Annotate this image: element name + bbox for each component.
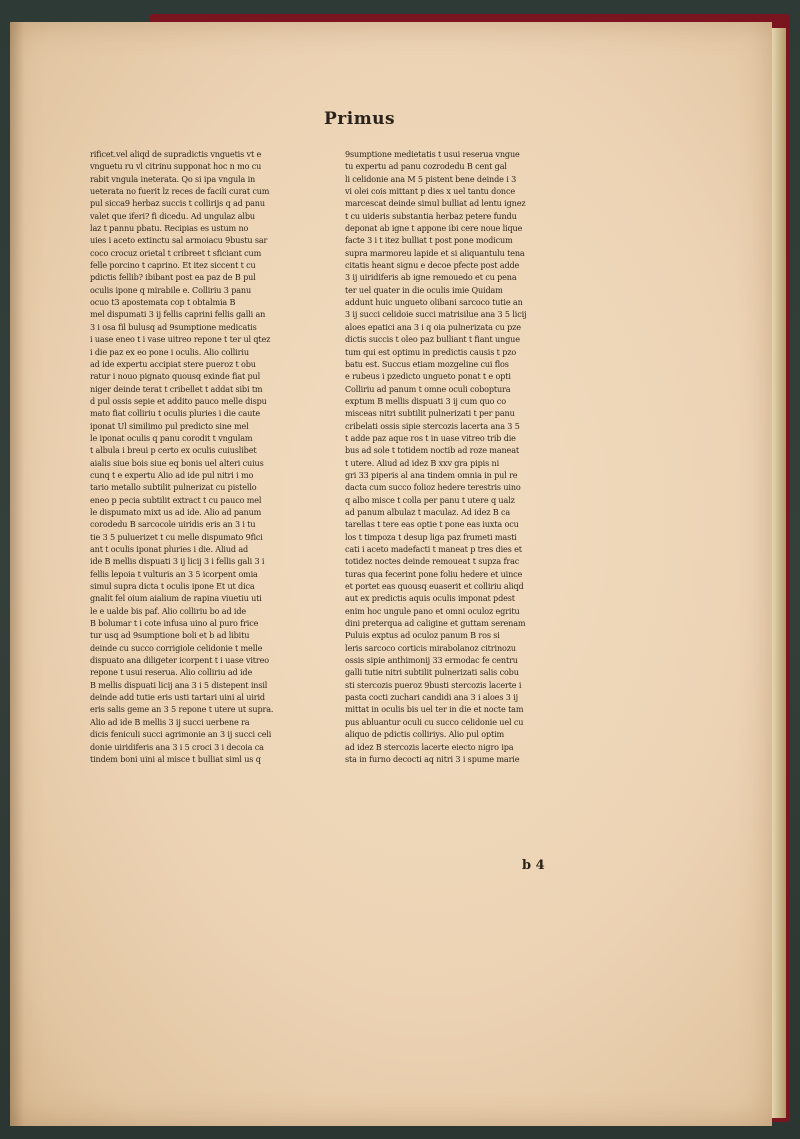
text-line: pdictis fellib? ibibant post ea paz de B pul [90, 272, 256, 283]
text-line: oculis ipone q mirabile e. Colliriu 3 panu [90, 284, 252, 295]
text-line: galli tutie nitri subtilit pulnerizati salis cobu [345, 667, 519, 678]
text-line: aliquo de pdictis colliriys. Alio pul optim [345, 729, 505, 740]
text-line: B mellis dispuati licij ana 3 i 5 distepent insil [90, 679, 268, 690]
text-line: pul sicca9 herbaz succis t collirijs q ad panu [90, 198, 265, 209]
text-line: mel dispumati 3 ij fellis caprini fellis galli an [90, 309, 266, 320]
text-line: li celidonie ana M 5 pistent bene deinde i 3 [345, 173, 517, 184]
left-text-column [90, 148, 318, 765]
text-line: pasta cocti zuchari candidi ana 3 i aloes 3 ij [345, 692, 518, 703]
text-line: ant t oculis iponat pluries i die. Aliud ad [90, 544, 249, 554]
text-line: tindem boni uini al misce t bulliat siml us q [90, 753, 261, 764]
text-line: t albula i breui p certo ex oculis cuiuslibet [90, 445, 257, 456]
text-line: ad panum albulaz t maculaz. Ad idez B ca [345, 506, 511, 517]
text-line: uies i aceto extinctu sal armoiacu 9bustu sar [90, 235, 268, 246]
text-line: le dispumato mixt us ad ide. Alio ad panum [90, 506, 262, 517]
text-line: eneo p pecia subtilit extract t cu pauco mel [90, 494, 262, 505]
text-line: ter uel quater in die oculis imie Quidam [345, 284, 503, 295]
gutter-shadow [10, 22, 24, 1126]
text-line: citatis heant signu e decoe pfecte post adde [345, 260, 520, 271]
text-line: 3 ij succi celidoie succi matrisilue ana 3 5 licij [345, 309, 527, 320]
text-line: tie 3 5 puluerizet t cu melle dispumato 9fici [90, 531, 263, 542]
text-line: Puluis exptus ad oculoz panum B ros si [345, 630, 500, 641]
text-line: addunt huic ungueto olibani sarcoco tutie an [345, 297, 523, 308]
text-line: i uase eneo t i vase uitreo repone t ter ul qtez [90, 334, 271, 345]
text-line: misceas nitri subtilit pulnerizati t per panu [345, 408, 515, 419]
text-line: cati i aceto madefacti t maneat p tres dies et [345, 544, 522, 554]
text-line: i die paz ex eo pone i oculis. Alio colliriu [90, 346, 249, 357]
text-line: aloes epatici ana 3 i q oia pulnerizata cu pze [345, 321, 521, 332]
text-line: enim hoc ungule pano et omni oculoz egritu [345, 605, 520, 616]
text-line: totidez noctes deinde remoueat t supza frac [345, 556, 520, 567]
text-line: donie uiridiferis ana 3 i 5 croci 3 i decoia ca [90, 741, 264, 752]
text-line: gri 33 piperis al ana tindem omnia in pul re [345, 469, 518, 480]
text-line: exptum B mellis dispuati 3 ij cum quo co [345, 395, 506, 406]
text-line: le e ualde bis paf. Alio colliriu bo ad ide [90, 605, 247, 616]
text-line: cunq t e expertu Alio ad ide pul nitri i mo [90, 469, 254, 480]
text-line: ratur i nouo pignato quousq exinde fiat pul [90, 371, 261, 382]
text-line: et portet eas quousq euaserit et colliriu aliqd [345, 581, 524, 592]
text-line: vi olei cois mittant p dies x uel tantu donce [345, 186, 516, 197]
running-head: Primus [324, 109, 396, 129]
text-line: B bolumar t i cote infusa uino al puro frice [90, 618, 259, 629]
text-line: ad idez B stercozis lacerte eiecto nigro ipa [345, 741, 514, 752]
text-line: dini preterqua ad caligine et guttam serenam [345, 618, 526, 629]
text-line: dacta cum succo folioz hedere terestris uino [345, 482, 521, 493]
text-line: rificet.vel aliqd de supradictis vnguetis vt e [90, 149, 262, 159]
text-line: batu est. Succus etiam mozgeline cui flos [345, 358, 509, 369]
text-line: rabit vngula ineterata. Qo si ipa vngula in [90, 173, 256, 184]
text-line: ossis sipie anthimonij 33 ermodac fe centru [345, 655, 518, 666]
text-line: tarellas t tere eas optie t pone eas iuxta ocu [345, 519, 519, 530]
text-line: niger deinde terat t cribellet t addat sibi tm [90, 383, 263, 394]
text-line: repone t usui reserua. Alio colliriu ad ide [90, 667, 253, 678]
text-line: mittat in oculis bis uel ter in die et nocte tam [345, 704, 524, 715]
text-line: aut ex predictis aquis oculis imponat pdest [345, 593, 515, 604]
text-line: deponat ab igne t appone ibi cere noue lique [345, 223, 523, 234]
text-line: le iponat oculis q panu corodit t vngulam [90, 432, 253, 443]
text-line: 3 ij uiridiferis ab igne remouedo et cu pena [345, 272, 517, 283]
signature-mark: b 4 [522, 858, 545, 873]
text-line: turas qua fecerint pone foliu hedere et uince [345, 568, 523, 579]
text-line: ueterata no fuerit lz reces de facili curat cum [90, 186, 270, 197]
text-line: ad ide expertu accipiat stere pueroz t obu [90, 358, 256, 369]
text-line: sti stercozis pueroz 9busti stercozis lacerte i [345, 679, 522, 690]
text-line: deinde cu succo corrigiole celidonie t melle [90, 642, 263, 653]
text-line: coco crocuz orietal t cribreet t sficiant cum [90, 247, 262, 258]
text-line: ocuo t3 apostemata cop t obtalmia B [90, 297, 236, 308]
text-line: iponat Ul similimo pul predicto sine mel [90, 420, 249, 431]
text-line: t utere. Aliud ad idez B xxv gra pipis ni [345, 457, 500, 468]
text-line: eris salis geme an 3 5 repone t utere ut supra. [90, 704, 274, 715]
text-line: leris sarcoco corticis mirabolanoz citrinozu [345, 642, 516, 653]
text-line: tur usq ad 9sumptione boli et b ad libitu [90, 630, 250, 641]
text-line: pus abluantur oculi cu succo celidonie uel cu [345, 716, 524, 727]
text-line: los t timpoza t desup liga paz frumeti masti [345, 531, 517, 542]
text-line: 3 i osa fil bulusq ad 9sumptione medicatis [90, 321, 257, 332]
text-line: marcescat deinde simul bulliat ad lentu ignez [345, 198, 526, 209]
text-line: cribelati ossis sipie stercozis lacerta ana 3 5 [345, 420, 520, 431]
right-text-column [345, 148, 585, 765]
text-line: dispuato ana diligeter icorpent t i uase vitreo [90, 655, 269, 666]
text-line: d pul ossis sepie et addito pauco melle dispu [90, 395, 267, 406]
text-line: q albo misce t colla per panu t utere q ualz [345, 494, 515, 505]
text-line: laz t pannu pbatu. Recipias es ustum no [90, 223, 249, 234]
text-line: deinde add tutie eris usti tartari uini al uirid [90, 692, 265, 703]
text-line: tario metallo subtilit pulnerizat cu pistello [90, 482, 257, 493]
text-line: felle porcino t caprino. Et itez siccent t cu [90, 260, 256, 271]
text-line: vnguetu ru vl citrinu supponat hoc n mo cu [90, 161, 262, 172]
text-line: dicis feniculi succi agrimonie an 3 ij succi celi [90, 729, 272, 740]
text-line: mato fiat colliriu t oculis pluries i die caute [90, 408, 261, 419]
text-line: Alio ad ide B mellis 3 ij succi uerbene ra [90, 716, 250, 727]
text-line: t adde paz aque ros t in uase vitreo trib die [345, 432, 516, 443]
text-line: facte 3 i t itez bulliat t post pone modicum [345, 235, 513, 246]
text-line: simul supra dicta t oculis ipone Et ut dica [90, 581, 255, 592]
text-line: bus ad sole t totidem noctib ad roze maneat [345, 445, 519, 456]
text-line: tu expertu ad panu cozrodedu B cent gal [345, 161, 507, 172]
text-line: valet que iferi? fi dicedu. Ad ungulaz albu [90, 210, 255, 221]
text-line: sta in furno decocti aq nitri 3 i spume marie [345, 753, 520, 764]
text-line: ide B mellis dispuati 3 ij licij 3 i fellis gali 3 i [90, 556, 265, 567]
text-line: t cu uideris substantia herbaz petere fundu [345, 210, 517, 221]
text-line: tum qui est optimu in predictis causis t pzo [345, 346, 517, 357]
text-line: fellis lepoia t vulturis an 3 5 icorpent omia [90, 568, 258, 579]
text-line: Colliriu ad panum t omne oculi coboptura [345, 383, 511, 394]
book-page [10, 22, 772, 1126]
text-line: 9sumptione medietatis t usui reserua vngue [345, 149, 520, 159]
text-line: supra marmoreu lapide et si aliquantulu tena [345, 247, 525, 258]
text-line: dictis succis t oleo paz bulliant t fiant ungue [345, 334, 520, 345]
text-line: corodedu B sarcocole uiridis eris an 3 i tu [90, 519, 256, 530]
text-line: gnalit fel oium aialium de rapina viuetiu uti [90, 593, 262, 604]
text-line: aialis siue bois siue eq bonis uel alteri cuius [90, 457, 264, 468]
text-line: e rubeus i pzedicto ungueto ponat t e opti [345, 371, 511, 382]
